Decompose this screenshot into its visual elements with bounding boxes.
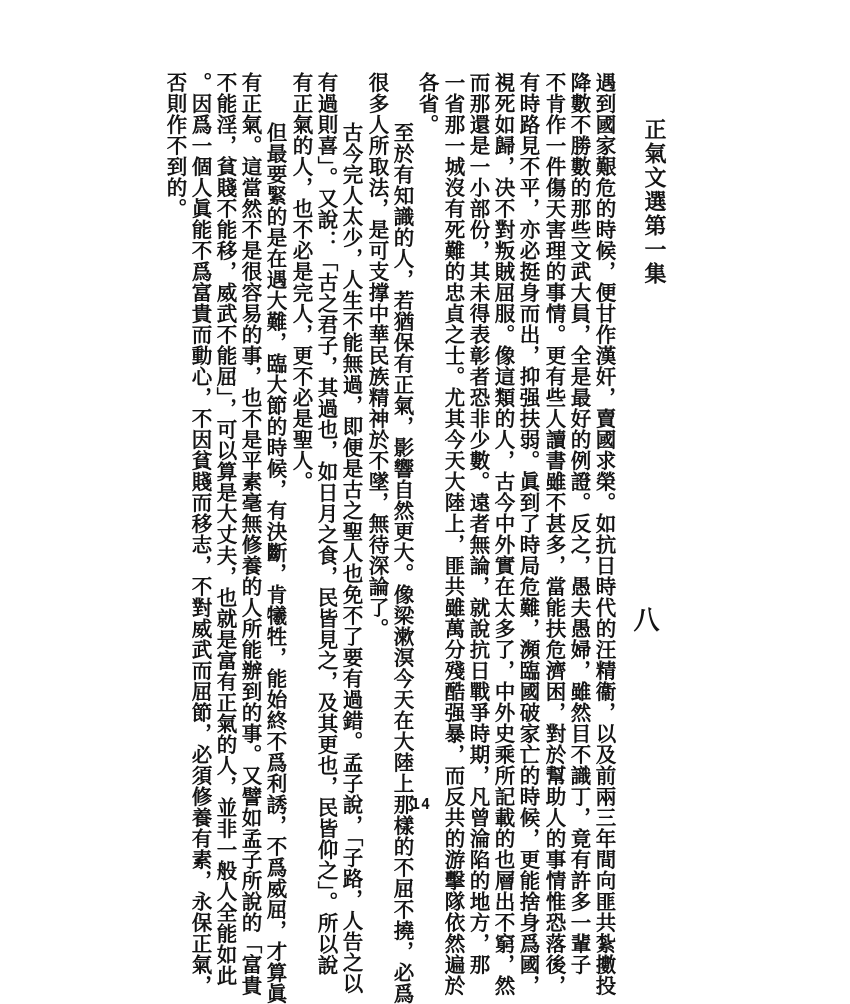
text-column: 視死如歸，决不對叛賊屈服。像這類的人，古今中外實在太多了，中外史乘所記載的也層出不窮，然 xyxy=(491,72,515,996)
text-column: 不能淫，貧賤不能移，威武不能屈」，可以算是大丈夫，也就是富有正氣的人，並非一般人全能如此 xyxy=(213,72,237,986)
text-column: 有正氣的人，也不必是完人，更不必是聖人。 xyxy=(289,72,313,492)
text-column: 有正氣。這當然不是很容易的事，也不是平素毫無修養的人所能辦到的事。又譬如孟子所說的「富貴 xyxy=(238,72,262,996)
text-column: 降數不勝數的那些文武大員，全是最好的例證。反之，愚夫愚婦，雖然目不識丁，竟有許多一輩子 xyxy=(567,72,591,975)
text-column: 至於有知識的人，若猶保有正氣，影響自然更大。像梁漱溟今天在大陸上那樣的不屈不撓，必爲 xyxy=(390,122,414,1004)
text-column: 不肯作一件傷天害理的事情。更有些人讀書雖不甚多，當能扶危濟困，對於幫助人的事情惟恐落後， xyxy=(542,72,566,996)
running-header-title: 正氣文選第一集 xyxy=(641,118,667,286)
text-column: 。因爲一個人眞能不爲富貴而動心，不因貧賤而移志，不對威武而屈節，必須修養有素，永保正氣， xyxy=(188,72,212,996)
text-column: 有過則喜」。又說：「古之君子，其過也，如日月之食，民皆見之，及其更也，民皆仰之」。所以說 xyxy=(314,72,338,976)
chinese-page-mark: 八 xyxy=(629,606,659,632)
text-column: 很多人所取法，是可支撑中華民族精神於不墜，無待深論了。 xyxy=(365,72,389,639)
text-column: 一省那一城沒有死難的忠貞之士。尤其今天大陸上，匪共雖萬分殘酷强暴，而反共的游擊隊依然遍於 xyxy=(441,72,465,996)
text-column: 而那還是一小部份，其未得表彰者恐非少數。遠者無論，就說抗日戰爭時期，凡曾淪陷的地方，那 xyxy=(466,72,490,975)
text-column: 否則作不到的。 xyxy=(163,72,187,219)
text-column: 但最要緊的是在遇大難，臨大節的時候，有決斷，肯犧牲，能始終不爲利誘，不爲威屈，才算眞 xyxy=(263,122,287,1004)
text-column: 有時路見不平，亦必挺身而出，抑强扶弱。眞到了時局危難，瀕臨國破家亡的時候，更能捨身爲國， xyxy=(516,72,540,996)
text-column: 古今完人太少，人生不能無過，即便是古之聖人也免不了要有過錯。孟子說，「子路，人告之以 xyxy=(339,122,363,994)
text-column: 遇到國家艱危的時候，便甘作漢奸，賣國求榮。如抗日時代的汪精衞，以及前兩三年間向匪共紮擻投 xyxy=(592,72,616,996)
page-number: 14 xyxy=(411,795,432,813)
text-column: 各省。 xyxy=(415,72,439,135)
